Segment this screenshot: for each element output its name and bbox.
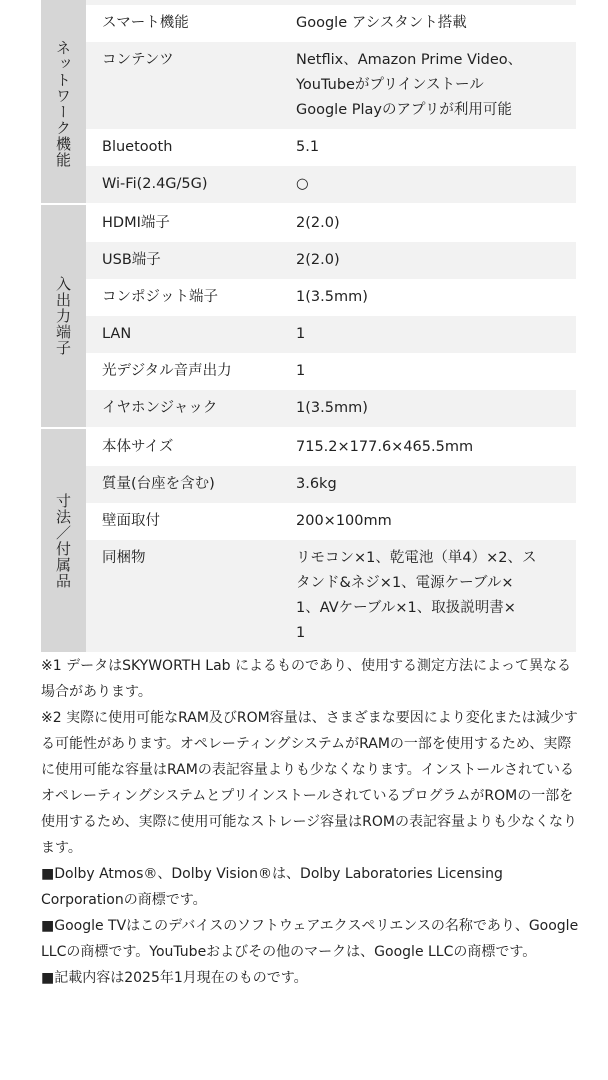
spec-value: Google アシスタント搭載 [296,15,467,31]
spec-label: Bluetooth [102,139,173,155]
spec-label: コンポジット端子 [102,289,218,305]
spec-row [86,540,576,652]
spec-value: 715.2×177.6×465.5mm [296,439,474,455]
spec-value: 1(3.5mm) [296,400,368,416]
spec-row [86,429,576,466]
spec-row [86,5,576,42]
spec-section [41,203,576,427]
spec-row [86,205,576,242]
spec-value: リモコン×1、乾電池（単4）×2、ス タンド&ネジ×1、電源ケーブル× 1、AVケーブル×1、取扱説明書× 1 [296,550,537,641]
spec-label: 同梱物 [102,550,146,566]
spec-section [41,5,576,203]
footnotes [41,653,581,991]
spec-table [41,5,576,652]
category-label: ネットワーク機能 [54,40,72,168]
spec-label: USB端子 [102,252,161,268]
footnote: ※1 データはSKYWORTH Lab によるものであり、使用する測定方法によって異なる場合があります。 [41,658,572,700]
spec-label: Wi-Fi(2.4G/5G) [102,176,208,192]
spec-value: 1 [296,326,306,342]
spec-value: 200×100mm [296,513,392,529]
footnote: ■記載内容は2025年1月現在のものです。 [41,970,308,986]
category-cell [41,205,86,427]
category-cell [41,5,86,203]
footnote: ■Google TVはこのデバイスのソフトウェアエクスペリエンスの名称であり、Google LLCの商標です。YouTubeおよびその他のマークは、Google LLCの商標です。 [41,918,579,960]
spec-value: 5.1 [296,139,320,155]
spec-label: 光デジタル音声出力 [102,363,232,379]
footnote: ※2 実際に使用可能なRAM及びROM容量は、さまざまな要因により変化または減少する可能性があります。オペレーティングシステムがRAMの一部を使用するため、実際に使用可能な容量はRAMの表記容量よりも少なくなります。インストールされているオペレーティングシステムとプリインストールされているプログラムがROMの一部を使用するため、実際に使用可能なストレージ容量はROMの表記容量よりも少なくなります。 [41,710,578,856]
spec-row [86,242,576,279]
spec-section [41,427,576,652]
spec-value: 2(2.0) [296,252,340,268]
category-label: 入出力端子 [54,276,72,356]
spec-row [86,129,576,166]
spec-value: 2(2.0) [296,215,340,231]
spec-row [86,42,576,129]
spec-row [86,279,576,316]
spec-row [86,316,576,353]
footnote: ■Dolby Atmos®、Dolby Vision®は、Dolby Laboratories Licensing Corporationの商標です。 [41,866,503,908]
spec-value: 3.6kg [296,476,337,492]
spec-label: 本体サイズ [102,439,174,455]
category-cell [41,429,86,652]
spec-label: 質量(台座を含む) [102,476,215,492]
spec-label: コンテンツ [102,52,174,68]
spec-label: イヤホンジャック [102,400,218,416]
spec-label: LAN [102,326,132,342]
spec-label: HDMI端子 [102,215,170,231]
spec-label: 壁面取付 [102,513,160,529]
spec-row [86,353,576,390]
category-label: 寸法／付属品 [54,492,72,589]
spec-row [86,390,576,427]
spec-value: ○ [296,176,309,192]
spec-label: スマート機能 [102,15,189,31]
spec-row [86,166,576,203]
spec-row [86,466,576,503]
spec-value: Netflix、Amazon Prime Video、 YouTubeがプリインストール Google Playのアプリが利用可能 [296,52,523,118]
spec-value: 1 [296,363,306,379]
spec-row [86,503,576,540]
spec-value: 1(3.5mm) [296,289,368,305]
